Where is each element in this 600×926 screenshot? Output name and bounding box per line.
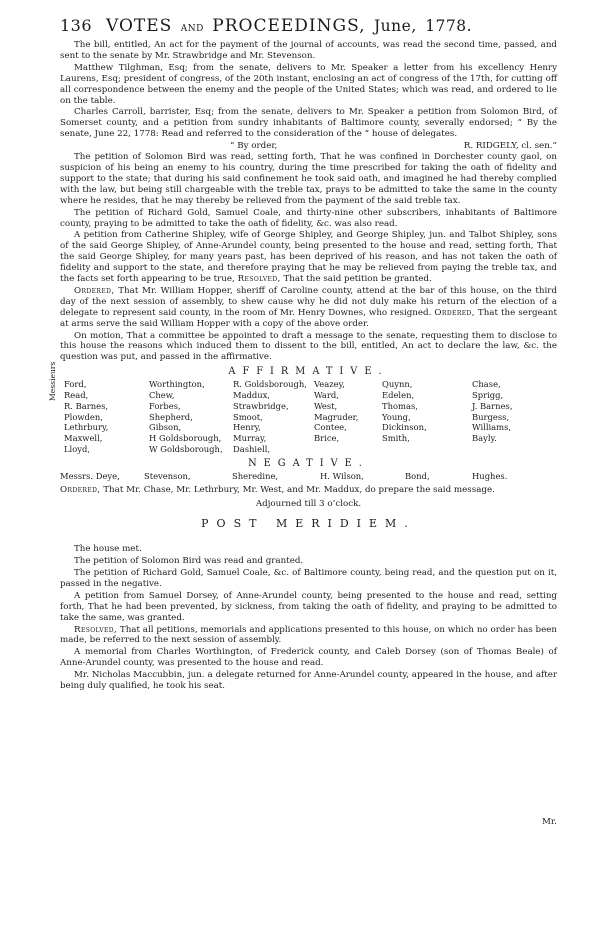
ordered-label: Ordered, [74, 285, 115, 296]
member-name: Thomas, [382, 400, 418, 411]
order-by: “ By order, [230, 141, 278, 152]
body-text [60, 485, 557, 496]
vote-column [382, 379, 427, 444]
member-name: Smith, [382, 433, 410, 444]
member-name: West, [314, 400, 338, 411]
paragraph: Charles Carroll, barrister, Esq; from the senate, delivers to Mr. Speaker a petition from Solomon Bird, of Somerset county, and a petition from sundry inhabitants of Baltimore county, severally endorsed; “ By the senate, June 22, 1778: Read and referred to the consideration of the “ house of delegates. [60, 107, 557, 140]
resolved-label: Resolved, [74, 624, 118, 635]
member-name: Dashiell, [233, 444, 271, 455]
member-name: Gibson, [149, 422, 182, 433]
resolved-text: That the said petition be granted. [283, 274, 432, 285]
paragraph: The petition of Solomon Bird was read and granted. [74, 556, 304, 567]
messieurs-label: Messieurs [48, 361, 57, 402]
paragraph [60, 230, 557, 285]
vote-column [64, 379, 108, 455]
member-name: Chew, [149, 390, 175, 401]
paragraph-text: A petition from Catherine Shipley, wife of George Shipley, and George Shipley, jun. and Talbot Shipley, sons of the said George Shipley, of Anne-Arundel county, being presented to the house and read, setting forth, That the said George Shipley, for many years past, has been deprived of his reason, and has not taken the oath of fidelity and support to the state, and therefore praying that he may be relieved from paying the treble tax, and the facts set forth appearing to be true, [60, 230, 557, 285]
member-name: Lloyd, [64, 444, 91, 455]
running-title [106, 16, 472, 36]
member-name: Veazey, [314, 379, 345, 390]
order-signature: R. RIDGELY, cl. sen.” [463, 141, 557, 152]
member-name: Edelen, [382, 390, 415, 401]
member-name: Bayly. [472, 433, 497, 444]
running-title-and: and [180, 20, 204, 35]
paragraph: The petition of Solomon Bird was read, setting forth, That he was confined in Dorchester county gaol, on suspicion of his being an enemy to his country, during the time prescribed for taking the oath of fidelity and support to the state; that during his said confinement he took said oath, and imagined he had thereby complied with the law, but being still chargeable with the treble tax, prays to be admitted to take the same in the county where he resides, that he may thereby be relieved from the payment of the said treble tax. [60, 152, 557, 206]
member-name: Read, [64, 390, 89, 401]
ordered-text: That Mr. Chase, Mr. Lethrbury, Mr. West, and Mr. Maddux, do prepare the said message. [103, 485, 495, 496]
member-name: Lethrbury, [64, 422, 109, 433]
member-name: Shepherd, [149, 411, 193, 422]
adjourned-line: Adjourned till 3 o’clock. [255, 499, 362, 510]
member-name: Stevenson, [144, 471, 191, 482]
member-name: Dickinson, [382, 422, 427, 433]
vote-column [472, 379, 513, 444]
paragraph: On motion, That a committee be appointed to draft a message to the senate, requesting them to disclose to this house the reasons which induced them to dissent to the bill, entitled, An act to declare the law, &c. the question was put, and passed in the affirmative. [60, 330, 557, 363]
member-name: Worthington, [149, 379, 205, 390]
member-name: H. Wilson, [320, 471, 364, 482]
paragraph: The bill, entitled, An act for the payment of the journal of accounts, was read the second time, passed, and sent to the senate by Mr. Strawbridge and Mr. Stevenson. [60, 40, 557, 61]
page-number: 136 [60, 16, 93, 35]
member-name: Ford, [64, 379, 87, 390]
member-name: Brice, [314, 433, 340, 444]
paragraph: A petition from Samuel Dorsey, of Anne-Arundel county, being presented to the house and read, setting forth, That he had been prevented, by sickness, from taking the oath of fidelity, and praying to be admitted to take the same, was granted. [60, 590, 557, 623]
paragraph [60, 286, 557, 330]
member-name: Magruder, [314, 411, 359, 422]
running-title-proceedings: PROCEEDINGS, [212, 16, 366, 36]
ordered-label: Ordered, [60, 485, 101, 496]
member-name: Contee, [314, 422, 347, 433]
member-name: R. Goldsborough, [233, 379, 307, 390]
member-name: Strawbridge, [233, 400, 289, 411]
paragraph: A memorial from Charles Worthington, of Frederick county, and Caleb Dorsey (son of Thomas Beale) of Anne-Arundel county, was presented to the house and read. [60, 647, 557, 669]
member-name: Sheredine, [232, 471, 279, 482]
member-name: Henry, [233, 422, 261, 433]
running-title-month: June, [373, 17, 417, 35]
member-name: Maxwell, [64, 433, 103, 444]
member-name: Williams, [472, 422, 512, 433]
member-name: Burgess, [472, 411, 510, 422]
member-name: Bond, [405, 471, 430, 482]
body-text [60, 544, 557, 692]
negative-heading: NEGATIVE. [248, 458, 369, 470]
member-name: Chase, [472, 379, 501, 390]
paragraph: Matthew Tilghman, Esq; from the senate, delivers to Mr. Speaker a letter from his excellency Henry Laurens, Esq; president of congress, of the 20th instant, enclosing an act of congress of the 17th, for cutting off all correspondence between the enemy and the people of the United States; which was read, and ordered to lie on the table. [60, 62, 557, 106]
member-name: Plowden, [64, 411, 103, 422]
member-name: Murray, [233, 433, 267, 444]
member-name: Young, [382, 411, 411, 422]
negative-list [60, 471, 557, 485]
member-name: Forbes, [149, 400, 181, 411]
paragraph: The house met. [74, 544, 142, 555]
member-name: H Goldsborough, [149, 433, 222, 444]
running-title-year: 1778. [425, 17, 473, 35]
member-name: Ward, [314, 390, 339, 401]
vote-column [149, 379, 223, 455]
resolved-text: That all petitions, memorials and applications presented to this house, on which no order has been made, be referred to the next session of assembly. [60, 624, 557, 646]
affirmative-heading: AFFIRMATIVE. [228, 366, 389, 378]
paragraph: The petition of Richard Gold, Samuel Coale, &c. of Baltimore county, being read, and the question put on it, passed in the negative. [60, 568, 557, 589]
page [48, 14, 558, 827]
member-name: Maddux, [233, 390, 271, 401]
member-name: W Goldsborough, [149, 444, 223, 455]
member-name: Sprigg, [472, 390, 504, 401]
post-meridiem-heading: POST MERIDIEM. [201, 517, 416, 531]
vote-column [233, 379, 307, 455]
member-name: R. Barnes, [64, 400, 109, 411]
page-header [60, 14, 557, 40]
paragraph: The petition of Richard Gold, Samuel Coale, and thirty-nine other subscribers, inhabitants of Baltimore county, praying to be admitted to take the oath of fidelity, &c. was also read. [60, 207, 557, 229]
member-name: J. Barnes, [472, 400, 513, 411]
paragraph [60, 625, 557, 647]
ordered-label: Ordered, [434, 307, 475, 318]
ordered-text: That the sergeant at arms serve the said William Hopper with a copy of the above order. [60, 307, 557, 329]
member-name: Messrs. Deye, [60, 471, 120, 482]
running-title-votes: VOTES [106, 16, 173, 36]
resolved-label: Resolved, [237, 274, 281, 285]
paragraph: Mr. Nicholas Maccubbin, jun. a delegate returned for Anne-Arundel county, appeared in the house, and after being duly qualified, he took his seat. [60, 670, 557, 692]
catchword: Mr. [542, 817, 557, 827]
member-name: Hughes. [472, 471, 508, 482]
member-name: Smoot, [233, 411, 263, 422]
ordered-text: That Mr. William Hopper, sheriff of Caroline county, attend at the bar of this house, on the third day of the next session of assembly, to shew cause why he did not duly make his return of the election of a delegate to represent said county, in the room of Mr. Henry Downes, who resigned. [60, 285, 558, 318]
paragraph [60, 485, 557, 496]
member-name: Quynn, [382, 379, 413, 390]
senate-order-line [60, 141, 557, 152]
body-text [60, 40, 557, 363]
vote-column [314, 379, 358, 444]
